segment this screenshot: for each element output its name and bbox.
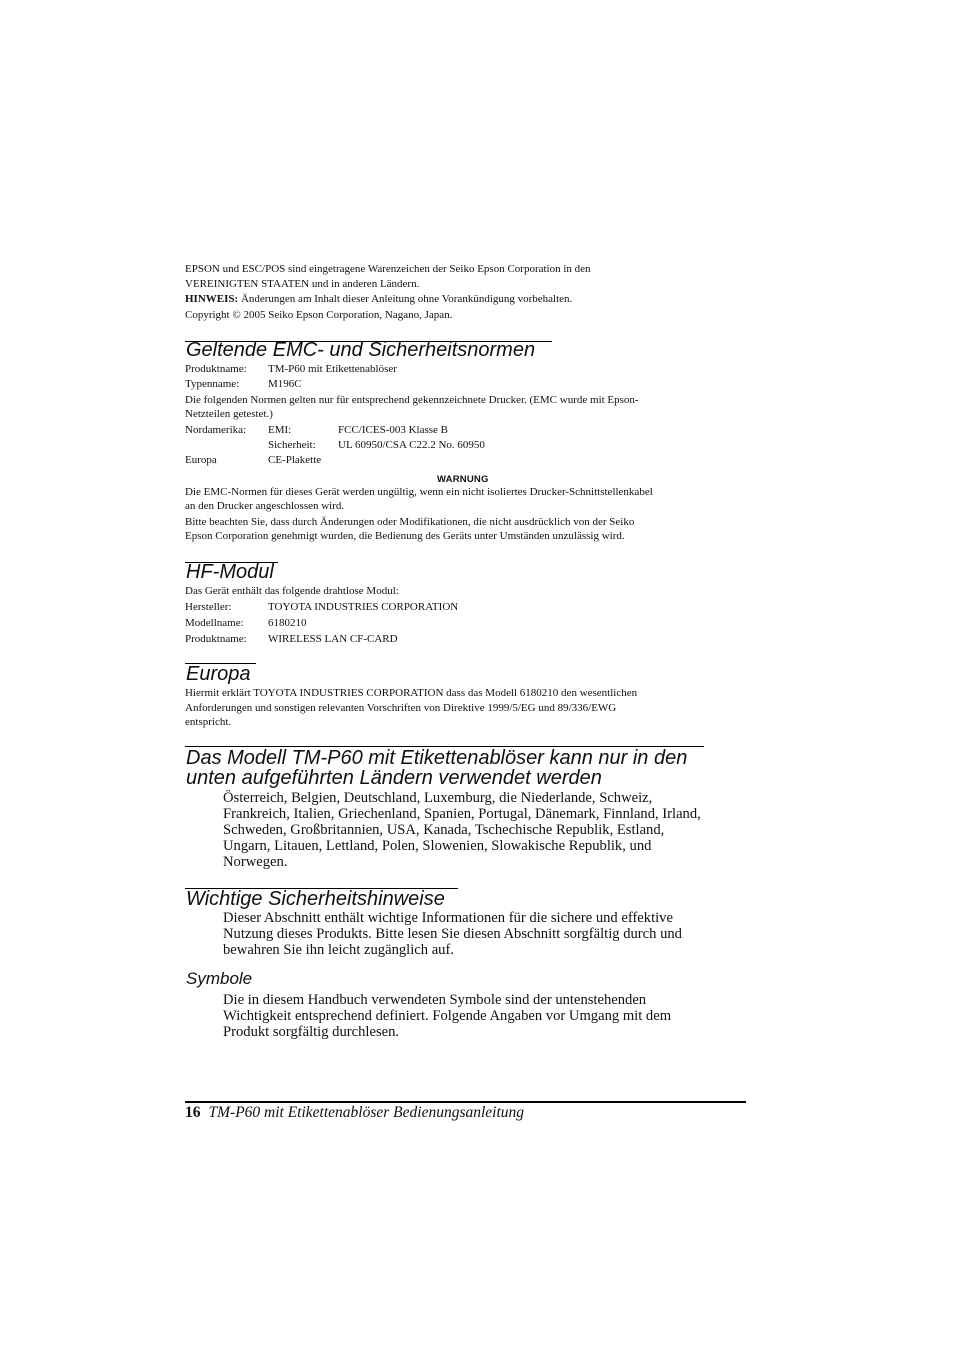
countries-line: Österreich, Belgien, Deutschland, Luxemburg, die Niederlande, Schweiz,	[223, 790, 653, 806]
safety-line: Dieser Abschnitt enthält wichtige Informationen für die sichere und effektive	[223, 910, 673, 926]
type-value: M196C	[268, 378, 302, 390]
notice-label: HINWEIS:	[185, 293, 239, 305]
page-number: 16	[185, 1104, 201, 1121]
warning-text: Epson Corporation genehmigt wurden, die Bedienung des Geräts unter Umständen unzulässig wird.	[185, 530, 625, 542]
safety-text	[223, 910, 682, 958]
section-title-hf: HF-Modul	[186, 561, 274, 583]
countries-line: Frankreich, Italien, Griechenland, Spanien, Portugal, Dänemark, Finnland, Irland,	[223, 806, 701, 822]
region-label-eu: Europa	[185, 454, 217, 466]
section-title-safety: Wichtige Sicherheitshinweise	[186, 888, 445, 910]
countries-list	[223, 790, 701, 870]
trademark-line: VEREINIGTEN STAATEN und in anderen Ländern.	[185, 278, 420, 290]
warning-text: Die EMC-Normen für dieses Gerät werden ungültig, wenn ein nicht isoliertes Drucker-Schnittstellenkabel	[185, 486, 653, 498]
copyright: Copyright © 2005 Seiko Epson Corporation, Nagano, Japan.	[185, 309, 453, 321]
safety-line: bewahren Sie ihn leicht zugänglich auf.	[223, 942, 454, 958]
norms-text: Die folgenden Normen gelten nur für entsprechend gekennzeichnete Drucker. (EMC wurde mit Epson-	[185, 394, 639, 406]
emi-label: EMI:	[268, 424, 292, 436]
page-footer	[185, 1104, 524, 1122]
trademark-notice	[185, 262, 591, 292]
europa-text: Hiermit erklärt TOYOTA INDUSTRIES CORPORATION dass das Modell 6180210 den wesentlichen	[185, 687, 638, 699]
safety-line: Nutzung dieses Produkts. Bitte lesen Sie diesen Abschnitt sorgfältig durch und	[223, 926, 682, 942]
maker-label: Hersteller:	[185, 601, 232, 613]
hf-product-value: WIRELESS LAN CF-CARD	[268, 633, 398, 645]
countries-line: Norwegen.	[223, 854, 288, 870]
hf-intro: Das Gerät enthält das folgende drahtlose Modul:	[185, 585, 399, 597]
section-title-countries: unten aufgeführten Ländern verwendet werden	[186, 767, 602, 789]
subsection-title-symbols: Symbole	[186, 969, 253, 988]
countries-line: Schweden, Großbritannien, USA, Kanada, Tschechische Republik, Estland,	[223, 822, 665, 838]
type-label: Typenname:	[185, 378, 240, 390]
hf-product-label: Produktname:	[185, 633, 247, 645]
region-label-na: Nordamerika:	[185, 424, 247, 436]
countries-line: Ungarn, Litauen, Lettland, Polen, Slowenien, Slowakische Republik, und	[223, 838, 652, 854]
europa-text: Anforderungen und sonstigen relevanten Vorschriften von Direktive 1999/5/EG und 89/336/EWG	[185, 702, 617, 714]
safety-label: Sicherheit:	[268, 439, 316, 451]
notice-text: Änderungen am Inhalt dieser Anleitung ohne Vorankündigung vorbehalten.	[240, 293, 573, 305]
section-title-emc: Geltende EMC- und Sicherheitsnormen	[186, 339, 536, 361]
symbols-line: Wichtigkeit entsprechend definiert. Folgende Angaben vor Umgang mit dem	[223, 1008, 672, 1024]
notice	[185, 292, 572, 307]
product-label: Produktname:	[185, 363, 247, 375]
section-title-europa: Europa	[186, 663, 251, 685]
section-title-countries: Das Modell TM-P60 mit Etikettenablöser kann nur in den	[186, 747, 688, 769]
footer-title: TM-P60 mit Etikettenablöser Bedienungsanleitung	[208, 1104, 525, 1121]
emi-value: FCC/ICES-003 Klasse B	[338, 424, 449, 436]
europa-text: entspricht.	[185, 716, 232, 728]
warning-text: Bitte beachten Sie, dass durch Änderungen oder Modifikationen, die nicht ausdrücklich von der Seiko	[185, 516, 635, 528]
norms-text: Netzteilen getestet.)	[185, 408, 273, 420]
warning-text: an den Drucker angeschlossen wird.	[185, 500, 345, 512]
eu-value: CE-Plakette	[268, 454, 322, 466]
warning-label: WARNUNG	[437, 474, 489, 485]
product-value: TM-P60 mit Etikettenablöser	[268, 363, 397, 375]
model-label: Modellname:	[185, 617, 244, 629]
symbols-line: Produkt sorgfältig durchlesen.	[223, 1024, 400, 1040]
symbols-line: Die in diesem Handbuch verwendeten Symbole sind der untenstehenden	[223, 992, 647, 1008]
maker-value: TOYOTA INDUSTRIES CORPORATION	[268, 601, 459, 613]
safety-value: UL 60950/CSA C22.2 No. 60950	[338, 439, 485, 451]
footer-rule	[185, 1101, 746, 1103]
trademark-line: EPSON und ESC/POS sind eingetragene Warenzeichen der Seiko Epson Corporation in den	[185, 263, 591, 275]
model-value: 6180210	[268, 617, 307, 629]
symbols-text	[223, 992, 671, 1040]
